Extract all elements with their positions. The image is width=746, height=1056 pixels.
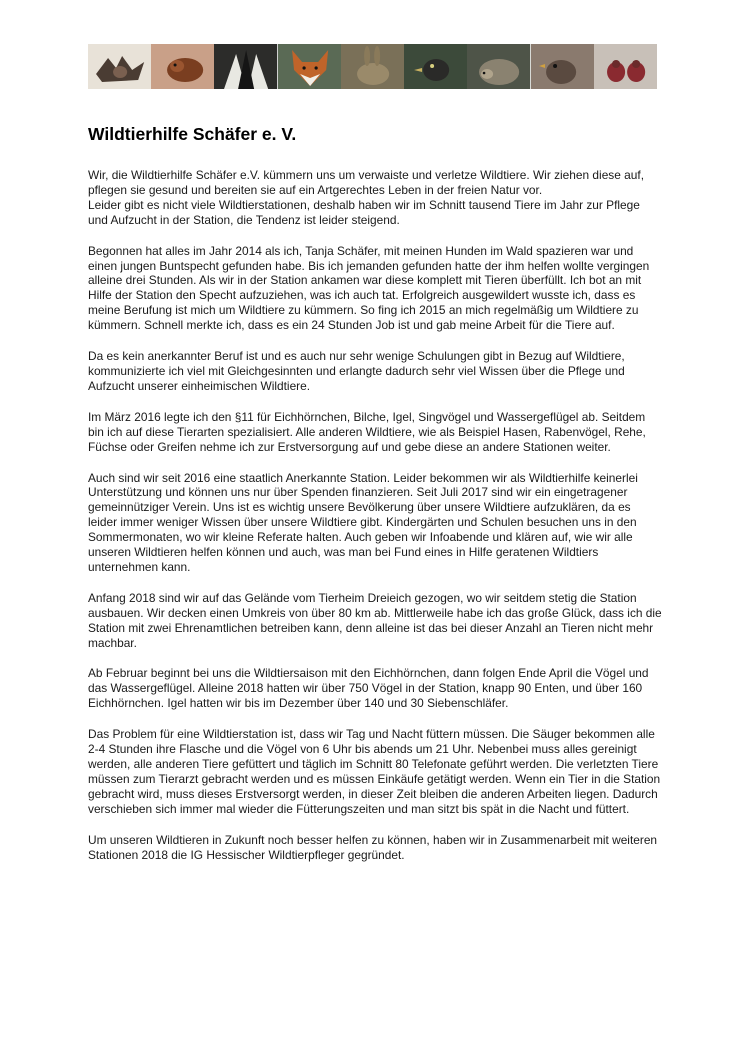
rabbit-icon [341,44,404,89]
animal-photo-banner [88,44,657,89]
paragraph-future: Um unseren Wildtieren in Zukunft noch besser helfen zu können, haben wir in Zusammenarbeit mit weiteren Stationen 2018 die IG Hessischer Wildtierpfleger gegründet. [88,832,658,862]
document-body [88,168,663,878]
paragraph-history: Begonnen hat alles im Jahr 2014 als ich, Tanja Schäfer, mit meinen Hunden im Wald spazieren war und einen jungen Buntspecht gefunden habe. Bis ich jemanden gefunden hatte der ihm helfen wollte vergingen alleine drei Stunden. Als wir in der Station ankamen war diese komplett mit Tieren überfüllt. Ich bot an mit Hilfe der Station den Specht aufzuziehen, was ich auch tat. Erfolgreich ausgewildert wusste ich, dass es meine Berufung ist mich um Wildtiere zu kümmern. So fing ich 2015 an mich regelmäßig um Wildtiere zu kümmern. Schnell merkte ich, dass es ein 24 Stunden Job ist und gab meine Arbeit für die Tiere auf. [88,243,650,333]
bird-icon [404,44,467,89]
paragraph-association: Auch sind wir seit 2016 eine staatlich Anerkannte Station. Leider bekommen wir als Wildtierhilfe keinerlei Unterstützung und können uns nur über Spenden finanzieren. Seit Juli 2017 sind wir ein eingetragener gemeinnütziger Verein. Uns ist es wichtig unsere Bevölkerung über unsere Wildtiere aufzuklären, da es leider immer weniger Wissen über unsere Wildtiere gibt. Kindergärten und Schulen besuchen uns in den Sommermonaten, wo wir kleine Referate halten. Auch geben wir Infoabende und klären auf, wie wir alle unseren Wildtieren helfen können und auch, was man bei Fund eines in Hilfe geratenen Wildtiers unternehmen kann. [88,470,638,574]
fox-icon [278,44,341,89]
bat-icon [88,44,151,89]
paragraph-workload: Das Problem für eine Wildtierstation ist, dass wir Tag und Nacht füttern müssen. Die Säuger bekommen alle 2-4 Stunden ihre Flasche und die Vögel von 6 Uhr bis abends um 21 Uhr. Nebenbei muss alles gereinigt werden, alle anderen Tiere gefüttert und täglich im Schnitt 80 Telefonate geführt werden. Die verletzten Tiere müssen zum Tierarzt gebracht werden und es müssen Einkäufe getätigt werden. Wenn ein Tier in die Station gebracht wird, muss dieses Erstversorgt werden, in dieser Zeit bleiben die anderen Arbeiten liegen. Dadurch verschieben sich immer mal wieder die Fütterungszeiten und man sitzt bis spät in die Nacht und füttert. [88,727,661,816]
page-title: Wildtierhilfe Schäfer e. V. [88,124,297,144]
hedgehog-icon [467,44,530,89]
paragraph-knowledge: Da es kein anerkannter Beruf ist und es auch nur sehr wenige Schulungen gibt in Bezug auf Wildtiere, kommunizierte ich viel mit Gleichgesinnten und erlangte dadurch sehr viel Wissen über die Pflege und Aufzucht unserer einheimischen Wildtiere. [88,349,625,393]
chicks-icon [594,44,657,89]
fledgling-icon [531,44,594,89]
paragraph-specialization: Im März 2016 legte ich den §11 für Eichhörnchen, Bilche, Igel, Singvögel und Wassergeflügel ab. Seitdem bin ich auf diese Tierarten spezialisiert. Alle anderen Wildtiere, wie als Beispiel Hasen, Rabenvögel, Rehe, Füchse oder Greifen nehme ich zur Erstversorgung auf und gebe diese an andere Stationen weiter. [88,409,646,454]
squirrel-icon [151,44,214,89]
paragraph-location: Anfang 2018 sind wir auf das Gelände vom Tierheim Dreieich gezogen, wo wir seitdem stetig die Station ausbauen. Wir decken einen Umkreis von über 80 km ab. Mittlerweile habe ich das große Glück, dass ich die Station mit zwei Ehrenamtlichen betreiben kann, denn alleine ist das bei dieser Anzahl an Tieren nicht mehr machbar. [88,590,662,650]
paragraph-season: Ab Februar beginnt bei uns die Wildtiersaison mit den Eichhörnchen, dann folgen Ende April die Vögel und das Wassergeflügel. Alleine 2018 hatten wir über 750 Vögel in der Station, knapp 90 Enten, und über 160 Eichhörnchen. Igel hatten wir bis im Dezember über 140 und 30 Siebenschläfer. [88,666,649,711]
badger-icon [214,44,277,89]
paragraph-intro: Wir, die Wildtierhilfe Schäfer e.V. kümmern uns um verwaiste und verletze Wildtiere. Wir ziehen diese auf, pflegen sie gesund und bereiten sie auf ein Artgerechtes Leben in der freien Natur vor. Leider gibt es nicht viele Wildtierstationen, deshalb haben wir im Schnitt tausend Tiere im Jahr zur Pflege und Aufzucht in der Station, die Tendenz ist leider steigend. [88,168,644,227]
